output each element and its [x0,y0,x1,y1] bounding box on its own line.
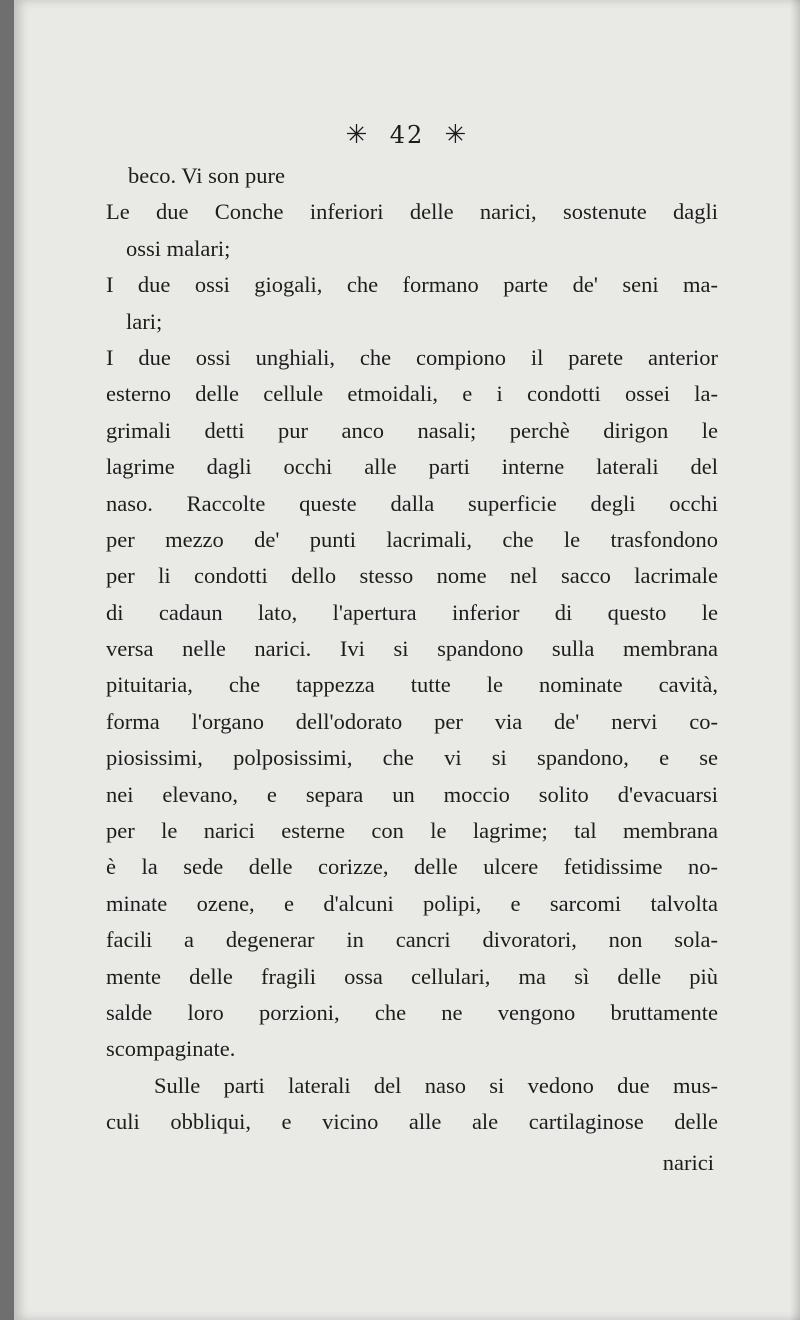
page-number: 42 [389,121,425,149]
text-line: scompaginate. [106,1036,236,1062]
text-line: beco. Vi son pure [128,163,285,188]
text-line: per mezzo de' punti lacrimali, che le trasfondono [106,526,718,552]
text-line: è la sede delle corizze, delle ulcere fetidissime no- [106,854,718,880]
text-line: ossi malari; [126,235,231,261]
text-line: naso. Raccolte queste dalla superficie degli occhi [106,490,718,516]
text-line: per li condotti dello stesso nome nel sacco lacrimale [106,563,718,589]
text-line: per le narici esterne con le lagrime; tal membrana [106,818,718,844]
text-line: grimali detti pur anco nasali; perchè dirigon le [106,417,718,443]
text-line: I due ossi unghiali, che compiono il parete anterior [106,344,718,370]
ornament-left-icon: ✳ [345,120,370,150]
text-line: facili a degenerar in cancri divoratori, non sola- [106,927,718,953]
text-line: salde loro porzioni, che ne vengono bruttamente [106,999,718,1025]
text-line: pituitaria, che tappezza tutte le nominate cavità, [106,672,718,698]
page-header [14,120,800,150]
text-line: mente delle fragili ossa cellulari, ma sì delle più [106,963,718,989]
text-line: piosissimi, polposissimi, che vi si spandono, e se [106,745,718,771]
text-line: nei elevano, e separa un moccio solito d'evacuarsi [106,781,718,807]
text-line: lagrime dagli occhi alle parti interne laterali del [106,454,718,480]
text-line: forma l'organo dell'odorato per via de' nervi co- [106,708,718,734]
text-line: Sulle parti laterali del naso si vedono due mus- [154,1072,718,1098]
text-line: lari; [126,308,163,334]
text-line: culi obbliqui, e vicino alle ale cartilaginose delle [106,1109,718,1135]
text-line: di cadaun lato, l'apertura inferior di questo le [106,599,718,625]
ornament-right-icon: ✳ [444,120,469,150]
text-line: I due ossi giogali, che formano parte de' seni ma- [106,272,718,298]
catchword: narici [662,1150,714,1175]
book-page [14,0,800,1320]
text-line: minate ozene, e d'alcuni polipi, e sarcomi talvolta [106,890,718,916]
text-line: versa nelle narici. Ivi si spandono sulla membrana [106,636,718,662]
body-text [106,158,718,1141]
text-line: esterno delle cellule etmoidali, e i condotti ossei la- [106,381,718,407]
text-line: Le due Conche inferiori delle narici, sostenute dagli [106,199,718,225]
